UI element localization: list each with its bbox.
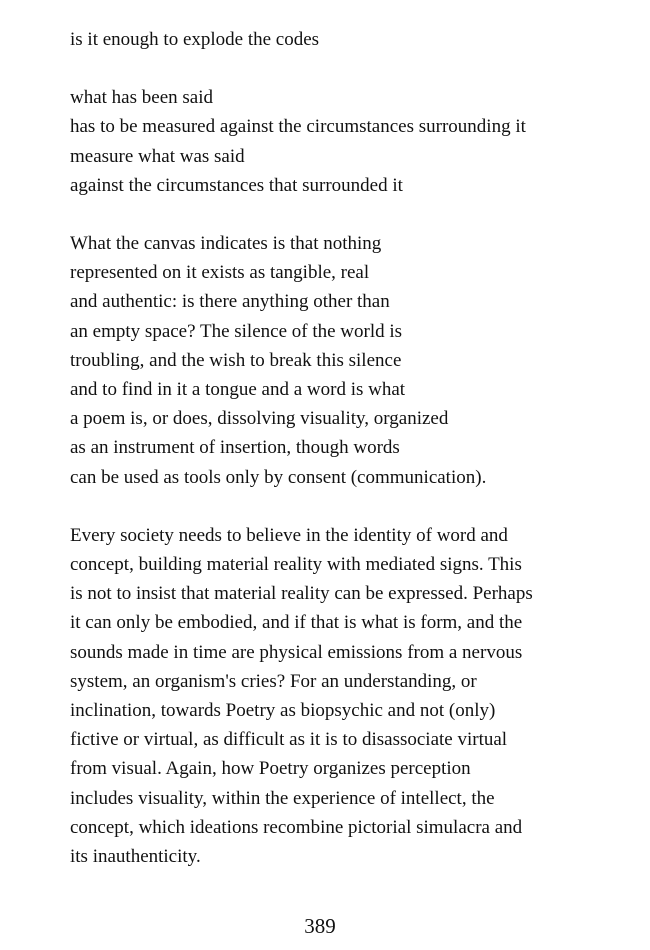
text-line: its inauthenticity. <box>70 846 201 868</box>
text-line: as an instrument of insertion, though words <box>70 437 400 459</box>
text-line: represented on it exists as tangible, real <box>70 262 370 284</box>
text-line: fictive or virtual, as difficult as it is to disassociate virtual <box>70 729 508 751</box>
text-line: it can only be embodied, and if that is what is form, and the <box>70 612 523 634</box>
paragraph-prose <box>70 521 630 871</box>
text-line: measure what was said <box>70 145 245 167</box>
stanza-2 <box>70 83 630 200</box>
text-line: Every society needs to believe in the identity of word and <box>70 524 508 546</box>
text-line: a poem is, or does, dissolving visuality, organized <box>70 408 449 430</box>
text-line: concept, building material reality with mediated signs. This <box>70 554 522 576</box>
text-line: can be used as tools only by consent (communication). <box>70 466 487 488</box>
text-line: and to find in it a tongue and a word is what <box>70 379 406 401</box>
text-line: What the canvas indicates is that nothing <box>70 233 382 255</box>
text-line: is it enough to explode the codes <box>70 29 320 50</box>
stanza-3 <box>70 229 630 492</box>
page-number: 389 <box>304 914 336 938</box>
text-line: against the circumstances that surrounded it <box>70 174 403 196</box>
text-line: concept, which ideations recombine pictorial simulacra and <box>70 816 523 838</box>
text-line: system, an organism's cries? For an understanding, or <box>70 670 477 692</box>
text-line: what has been said <box>70 87 213 109</box>
text-line: inclination, towards Poetry as biopsychic and not (only) <box>70 700 496 722</box>
text-line: sounds made in time are physical emissions from a nervous <box>70 641 523 663</box>
text-line: from visual. Again, how Poetry organizes perception <box>70 758 471 780</box>
text-line: troubling, and the wish to break this silence <box>70 349 402 371</box>
text-line: an empty space? The silence of the world is <box>70 320 403 342</box>
page-body <box>70 25 630 900</box>
text-line: and authentic: is there anything other than <box>70 291 390 313</box>
text-line: has to be measured against the circumstances surrounding it <box>70 116 526 138</box>
stanza-1 <box>70 25 630 54</box>
text-line: is not to insist that material reality can be expressed. Perhaps <box>70 583 533 605</box>
text-line: includes visuality, within the experience of intellect, the <box>70 787 495 809</box>
